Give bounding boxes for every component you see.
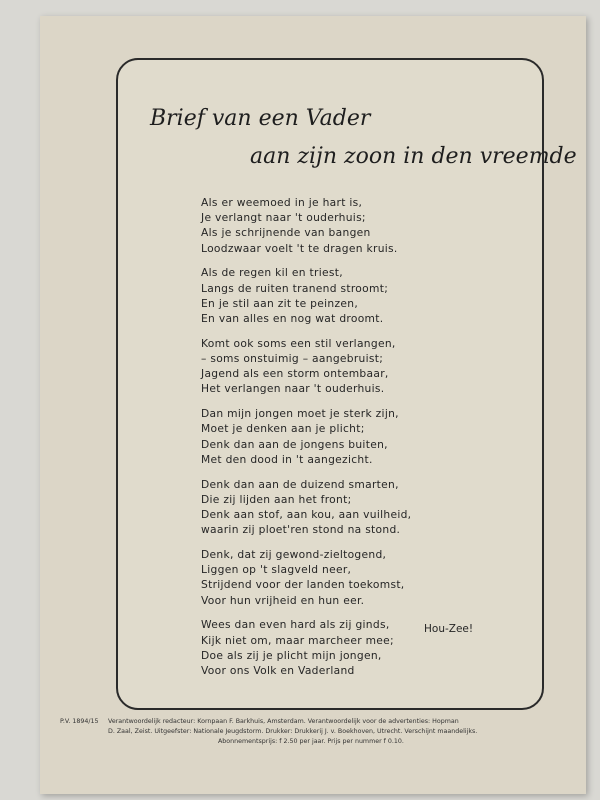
poem-line: Loodzwaar voelt 't te dragen kruis. xyxy=(201,241,398,255)
poem-line: Jagend als een storm ontembaar, xyxy=(201,367,389,381)
print-code: P.V. 1894/15 xyxy=(60,718,99,725)
poem-line: waarin zij ploet'ren stond na stond. xyxy=(201,523,401,537)
poem-line: – soms onstuimig – aangebruist; xyxy=(201,352,384,366)
poem-line: En van alles en nog wat droomt. xyxy=(201,312,384,326)
poem-line: Strijdend voor der landen toekomst, xyxy=(201,578,405,592)
poem-line: Komt ook soms een stil verlangen, xyxy=(201,336,396,350)
poem-line: Kijk niet om, maar marcheer mee; xyxy=(201,633,394,647)
poem-line: Als er weemoed in je hart is, xyxy=(201,196,363,209)
stanza-2 xyxy=(201,265,471,326)
stanza-4 xyxy=(201,406,471,467)
poem-body xyxy=(201,195,474,688)
poem-line: Denk aan stof, aan kou, aan vuilheid, xyxy=(201,508,412,522)
poem-line: Denk dan aan de jongens buiten, xyxy=(201,437,388,451)
poem-line: Voor hun vrijheid en hun eer. xyxy=(201,593,365,607)
colophon-line: D. Zaal, Zeist. Uitgeefster: Nationale Jeugdstorm. Drukker: Drukkerij J. v. Boekhoven, Utrecht. Verschijnt maandelijks. xyxy=(108,728,478,735)
poem-line: Liggen op 't slagveld neer, xyxy=(201,563,352,577)
stanza-5 xyxy=(201,477,471,538)
colophon-line: Verantwoordelijk redacteur: Kornpaan F. Barkhuis, Amsterdam. Verantwoordelijk voor de advertenties: Hopman xyxy=(108,718,459,725)
poem-line: En je stil aan zit te peinzen, xyxy=(201,296,359,310)
poem-line: Denk dan aan de duizend smarten, xyxy=(201,477,399,491)
poem-line: Het verlangen naar 't ouderhuis. xyxy=(201,382,385,396)
poem-title-line-2: aan zijn zoon in den vreemde xyxy=(250,144,577,169)
colophon-line: Abonnementsprijs: f 2.50 per jaar. Prijs per nummer f 0.10. xyxy=(218,738,404,745)
stanza-1 xyxy=(201,195,471,256)
poem-signoff: Hou-Zee! xyxy=(424,623,474,635)
poem-line: Voor ons Volk en Vaderland xyxy=(201,664,355,678)
poem-line: Doe als zij je plicht mijn jongen, xyxy=(201,648,382,662)
poem-line: Langs de ruiten tranend stroomt; xyxy=(201,281,389,295)
poem-line: Wees dan even hard als zij ginds, xyxy=(201,618,390,632)
colophon-text xyxy=(108,717,508,747)
poem-line: Als de regen kil en triest, xyxy=(201,266,343,280)
poem-line: Die zij lijden aan het front; xyxy=(201,492,352,506)
poem-line: Moet je denken aan je plicht; xyxy=(201,422,365,436)
poem-line: Als je schrijnende van bangen xyxy=(201,226,371,240)
poem-line: Denk, dat zij gewond-zieltogend, xyxy=(201,548,387,562)
poem-line: Dan mijn jongen moet je sterk zijn, xyxy=(201,407,399,421)
poem-line: Je verlangt naar 't ouderhuis; xyxy=(201,211,366,225)
poem-line: Met den dood in 't aangezicht. xyxy=(201,452,373,466)
poem-title-line-1: Brief van een Vader xyxy=(150,106,371,131)
stanza-3 xyxy=(201,336,471,397)
stanza-6 xyxy=(201,547,471,608)
